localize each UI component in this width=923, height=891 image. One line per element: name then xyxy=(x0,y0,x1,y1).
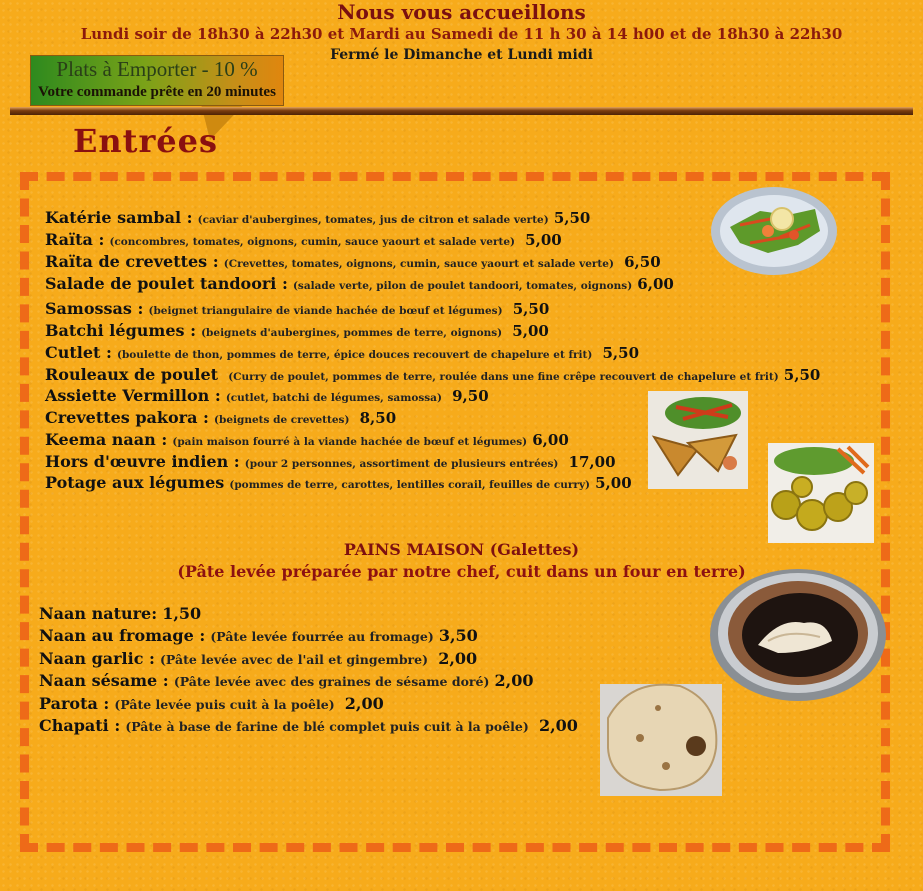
item-description: (Pâte levée fourrée au fromage) xyxy=(210,629,434,644)
menu-item xyxy=(45,452,616,474)
item-name: Samossas : xyxy=(45,299,144,318)
item-price: 5,00 xyxy=(512,322,549,340)
item-name: Cutlet : xyxy=(45,343,112,362)
item-name: Raïta de crevettes : xyxy=(45,252,219,271)
section-title-entrees: Entrées xyxy=(73,122,219,160)
item-name: Batchi légumes : xyxy=(45,321,196,340)
item-price: 5,00 xyxy=(595,474,632,492)
item-description: (pour 2 personnes, assortiment de plusieurs entrées) xyxy=(244,458,559,470)
menu-item xyxy=(45,252,661,274)
item-description: (boulette de thon, pommes de terre, épice douces recouvert de chapelure et frit) xyxy=(116,349,593,361)
item-price: 1,50 xyxy=(162,604,202,623)
item-name: Parota : xyxy=(39,694,110,713)
item-name: Katérie sambal : xyxy=(45,208,193,227)
item-description: (beignets d'aubergines, pommes de terre, oignons) xyxy=(201,327,503,339)
item-name: Assiette Vermillon : xyxy=(45,386,221,405)
menu-item xyxy=(45,408,396,430)
item-price: 6,00 xyxy=(532,431,569,449)
item-name: Crevettes pakora : xyxy=(45,408,209,427)
menu-item xyxy=(39,716,578,738)
item-price: 2,00 xyxy=(494,671,534,690)
item-price: 2,00 xyxy=(344,694,384,713)
item-name: Naan sésame : xyxy=(39,671,169,690)
menu-item xyxy=(45,321,549,343)
item-price: 2,00 xyxy=(438,649,478,668)
section-subtitle-pains: (Pâte levée préparée par notre chef, cuit dans un four en terre) xyxy=(177,562,746,581)
item-description: (Pâte levée avec des graines de sésame doré) xyxy=(173,674,490,689)
menu-item xyxy=(45,230,562,252)
menu-item xyxy=(39,626,478,648)
welcome-title: Nous vous accueillons xyxy=(337,0,586,24)
menu-item xyxy=(39,694,384,716)
item-name: Naan nature: xyxy=(39,604,158,623)
item-description: (Pâte à base de farine de blé complet puis cuit à la poêle) xyxy=(125,719,529,734)
item-name: Raïta : xyxy=(45,230,105,249)
item-price: 6,00 xyxy=(637,275,674,293)
menu-item xyxy=(45,274,674,296)
header-divider xyxy=(10,107,913,115)
menu-item xyxy=(45,299,549,321)
item-description: (salade verte, pilon de poulet tandoori, tomates, oignons) xyxy=(292,280,633,292)
item-description: (cutlet, batchi de légumes, samossa) xyxy=(225,392,442,404)
item-name: Salade de poulet tandoori : xyxy=(45,274,288,293)
naan-bread-photo xyxy=(600,678,722,796)
menu-item xyxy=(45,343,639,365)
salad-plate-photo xyxy=(710,185,838,277)
item-name: Potage aux légumes xyxy=(45,473,225,492)
item-price: 6,50 xyxy=(624,253,661,271)
item-price: 5,50 xyxy=(602,344,640,362)
item-description: (pommes de terre, carottes, lentilles corail, feuilles de curry) xyxy=(229,479,591,491)
promo-ready-time-text: Votre commande prête en 20 minutes xyxy=(38,84,276,100)
item-name: Naan au fromage : xyxy=(39,626,206,645)
item-price: 5,50 xyxy=(512,300,550,318)
samosa-plate-photo xyxy=(648,391,748,489)
item-name: Chapati : xyxy=(39,716,121,735)
item-price: 2,00 xyxy=(538,716,578,735)
item-description: (pain maison fourré à la viande hachée de bœuf et légumes) xyxy=(172,436,528,448)
item-description: (beignet triangulaire de viande hachée de bœuf et légumes) xyxy=(148,305,503,317)
menu-item xyxy=(45,430,569,452)
item-price: 3,50 xyxy=(438,626,478,645)
item-description: (Curry de poulet, pommes de terre, roulée dans une fine crêpe recouvert de chapelure et frit) xyxy=(228,371,779,383)
item-description: (Pâte levée puis cuit à la poêle) xyxy=(114,697,335,712)
item-description: (beignets de crevettes) xyxy=(214,414,350,426)
item-name: Naan garlic : xyxy=(39,649,155,668)
menu-item xyxy=(39,671,533,693)
section-title-pains: PAINS MAISON (Galettes) xyxy=(343,540,580,559)
tandoor-oven-photo xyxy=(708,567,888,703)
item-price: 5,50 xyxy=(783,366,821,384)
item-price: 9,50 xyxy=(452,387,489,405)
item-name: Keema naan : xyxy=(45,430,168,449)
item-description: (Pâte levée avec de l'ail et gingembre) xyxy=(160,652,429,667)
item-description: (caviar d'aubergines, tomates, jus de citron et salade verte) xyxy=(197,214,549,226)
item-price: 8,50 xyxy=(359,409,397,427)
item-price: 5,50 xyxy=(553,209,591,227)
item-price: 17,00 xyxy=(568,453,616,471)
menu-item xyxy=(45,386,489,408)
opening-hours: Lundi soir de 18h30 à 22h30 et Mardi au Samedi de 11 h 30 à 14 h00 et de 18h30 à 22h30 xyxy=(80,25,843,43)
item-price: 5,00 xyxy=(525,231,562,249)
menu-item xyxy=(45,208,590,230)
item-name: Rouleaux de poulet xyxy=(45,365,219,384)
menu-item xyxy=(39,649,477,671)
menu-item xyxy=(39,604,201,626)
item-description: (Crevettes, tomates, oignons, cumin, sauce yaourt et salade verte) xyxy=(223,258,614,270)
promo-discount-text: Plats à Emporter - 10 % xyxy=(56,57,258,81)
item-name: Hors d'œuvre indien : xyxy=(45,452,240,471)
menu-item xyxy=(45,473,632,495)
pakora-plate-photo xyxy=(768,443,874,543)
closing-days: Fermé le Dimanche et Lundi midi xyxy=(330,47,593,63)
takeaway-promo-banner[interactable] xyxy=(30,55,284,106)
item-description: (concombres, tomates, oignons, cumin, sauce yaourt et salade verte) xyxy=(109,236,515,248)
menu-item xyxy=(45,365,820,387)
